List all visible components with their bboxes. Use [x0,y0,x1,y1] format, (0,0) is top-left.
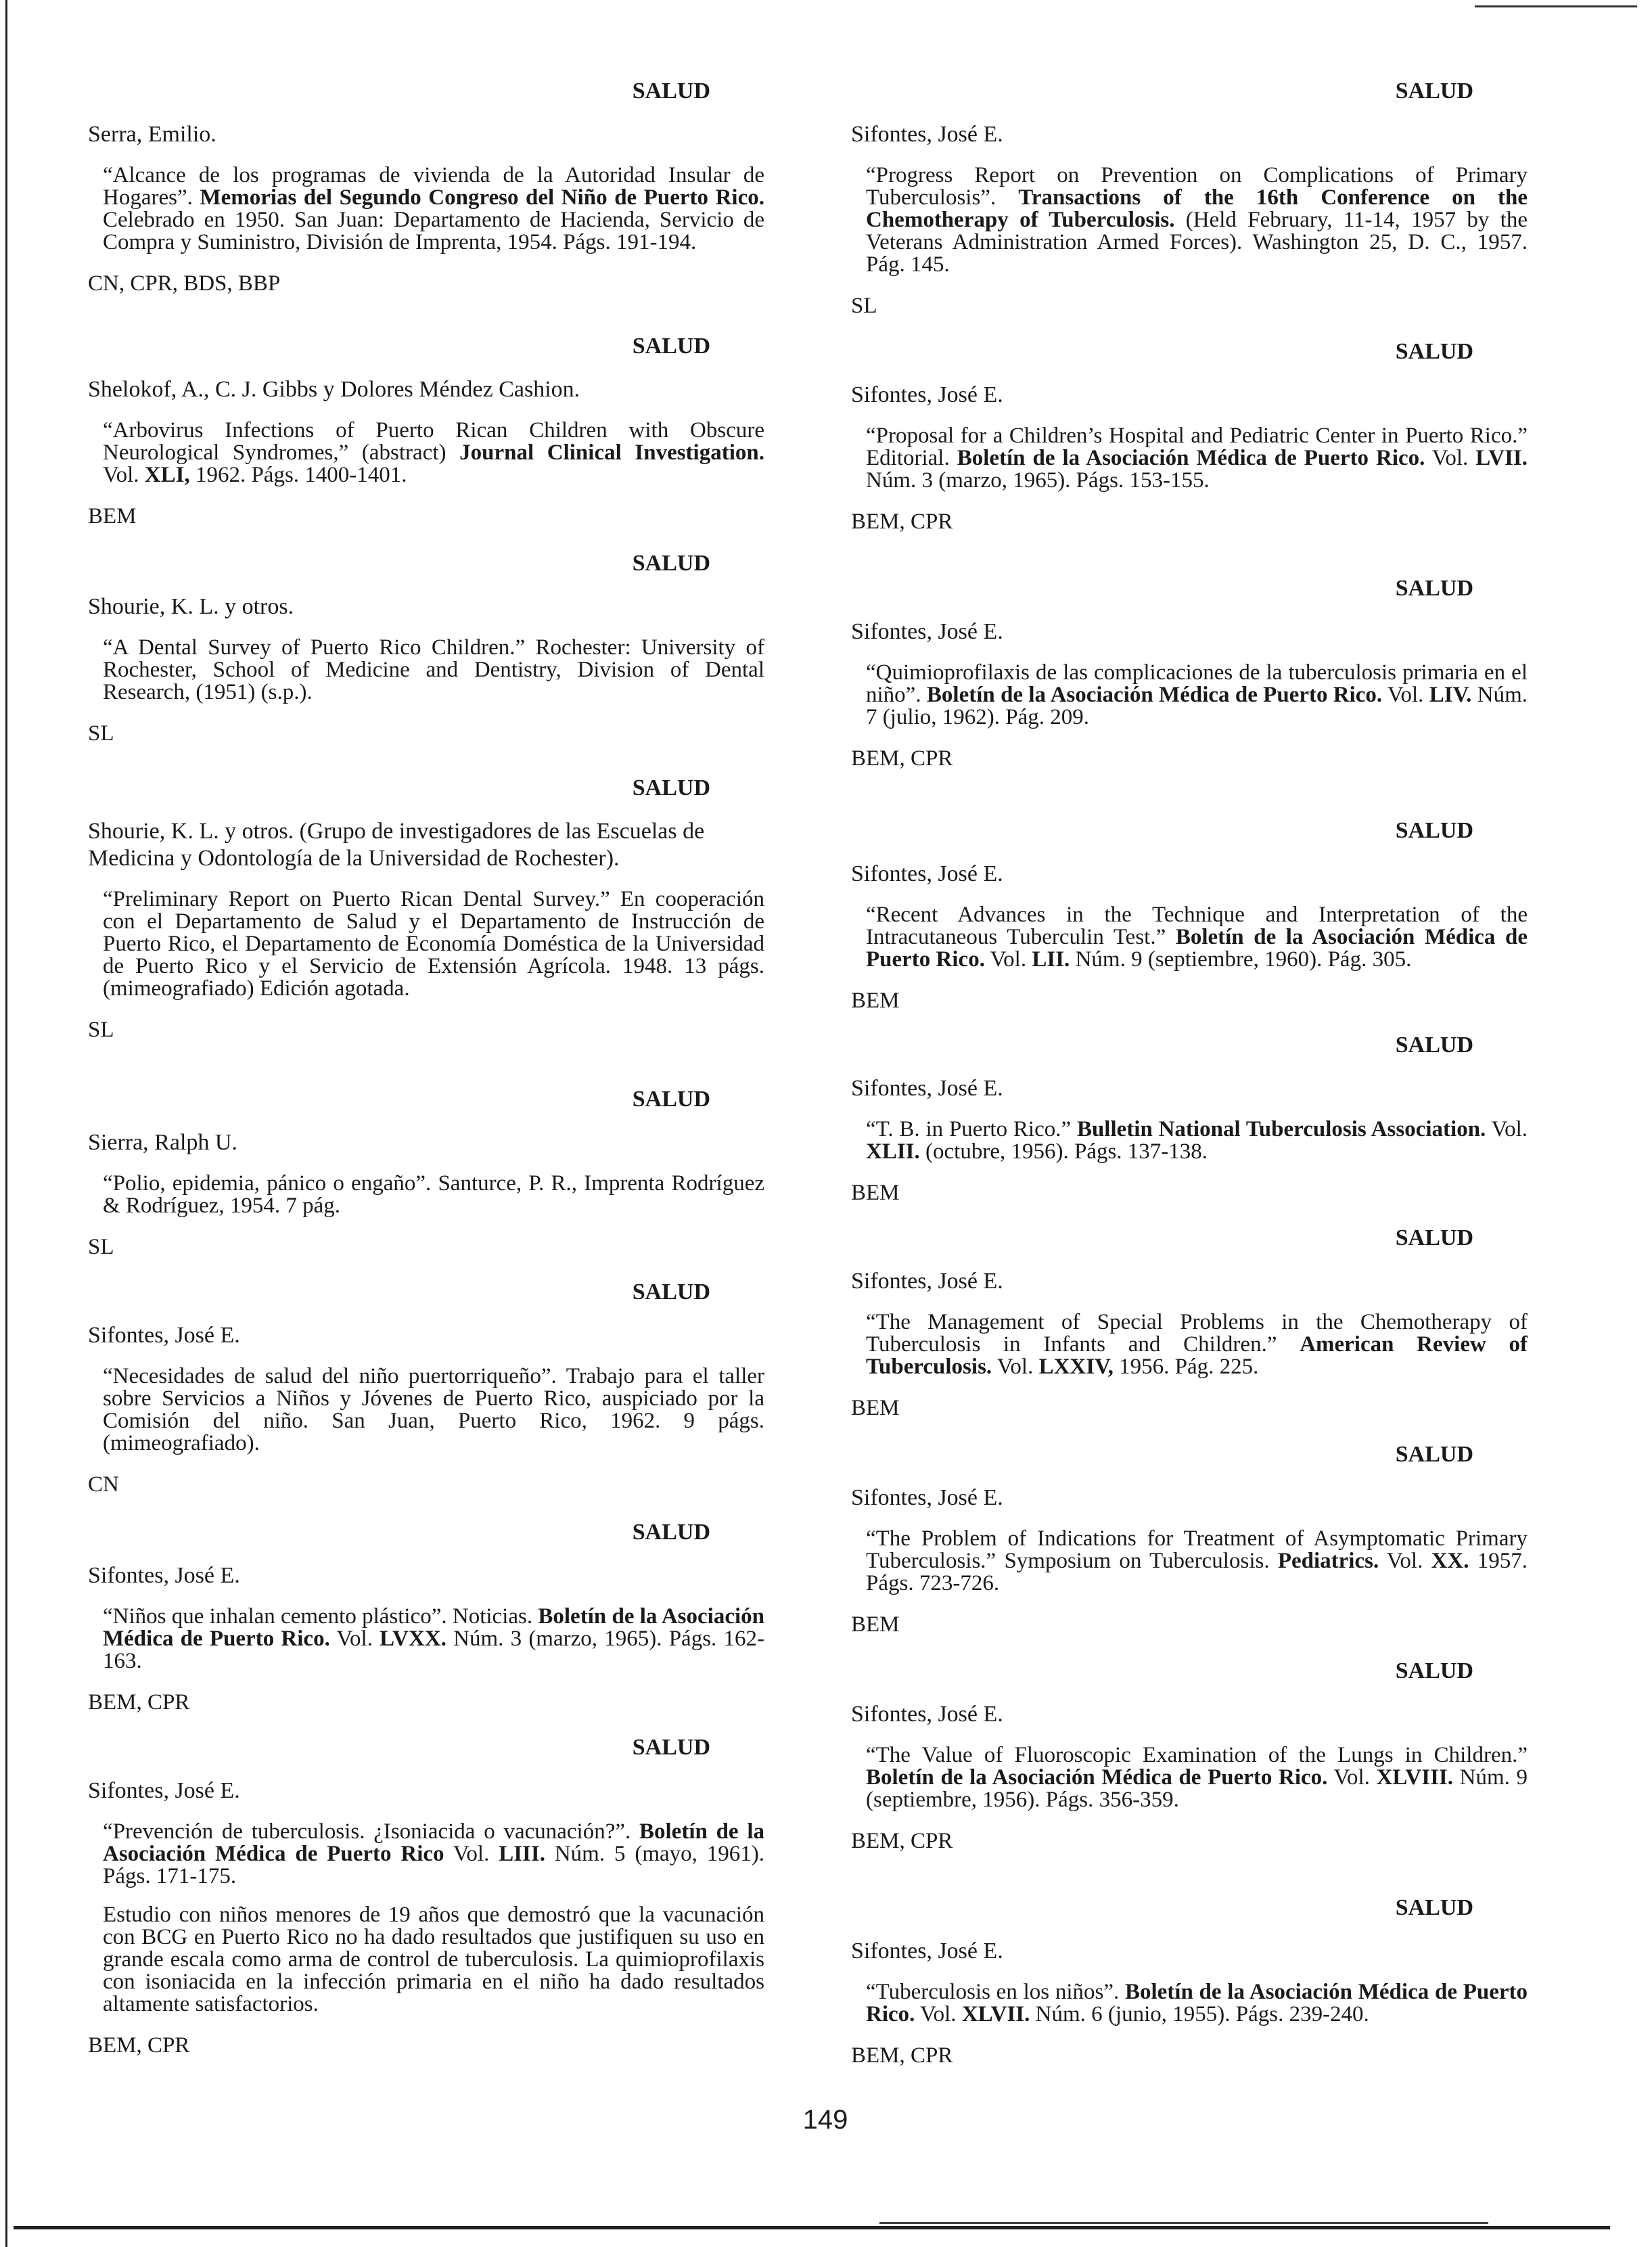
citation-bold-part: Memorias del Segundo Congreso del Niño de Puerto Rico. [200,185,764,210]
library-location-codes: SL [88,1235,114,1259]
entry-citation [851,662,1528,729]
citation-bold-part: XLVIII. [1376,1765,1453,1790]
library-location-codes: SL [851,294,877,318]
bibliography-entry [851,817,1528,1014]
citation-part: Núm. 3 (marzo, 1965). Págs. 153-155. [866,468,1210,493]
citation-bold-part: Boletín de la Asociación Médica de Puerto Rico. [866,925,1528,972]
library-location-codes: BEM, CPR [851,2043,953,2068]
citation-bold-part: Boletín de la Asociación Médica de Puerto Rico. [866,1980,1528,2026]
subject-heading: SALUD [632,775,710,800]
page-number: 149 [802,2105,848,2135]
subject-heading: SALUD [632,334,710,359]
entry-author: Shourie, K. L. y otros. (Grupo de investigadores de las Escuelas de Medicina y Odontología de la Universidad de Rochester). [88,819,705,871]
citation-part: Núm. 7 (julio, 1962). Pág. 209. [866,683,1528,729]
citation-part: “Polio, epidemia, pánico o engaño”. Santurce, P. R., Imprenta Rodríguez & Rodríguez, 1954. 7 pág. [103,1171,764,1218]
citation-bold-part: Boletín de la Asociación Médica de Puerto Rico [103,1819,764,1866]
citation-bold-part: Journal Clinical Investigation. [459,440,764,465]
citation-part: “Preliminary Report on Puerto Rican Dental Survey.” En cooperación con el Departamento de Salud y el Departamento de Instrucción de Puerto Rico, el Departamento de Economía Doméstica de la Universidad de Puerto Rico y el Servicio de Extensión Agrícola. 1948. 13 págs. (mimeografiado) Edición agotada. [103,887,764,1001]
bibliography-entry [851,575,1528,772]
citation-part: Núm. 9 (septiembre, 1956). Págs. 356-359. [866,1765,1528,1812]
subject-heading: SALUD [632,1520,710,1545]
entry-citation [88,637,764,704]
entry-citation [851,1981,1528,2026]
citation-bold-part: XLII. [866,1139,920,1164]
citation-part: Vol. [1379,1549,1431,1573]
citation-part: “Tuberculosis en los niños”. [866,1980,1125,2004]
subject-heading: SALUD [1395,1895,1473,1920]
citation-part: “Alcance de los programas de vivienda de la Autoridad Insular de Hogares”. [103,163,764,210]
citation-part: Vol. [1486,1117,1528,1141]
citation-part: Núm. 5 (mayo, 1961). Págs. 171-175. [103,1842,765,1888]
citation-bold-part: Boletín de la Asociación Médica de Puerto Rico. [103,1604,764,1651]
page-frame-bottom-edge [14,2226,1610,2229]
citation-part: “Recent Advances in the Technique and Interpretation of the Intracutaneous Tuberculin Test.” [866,903,1528,949]
bibliography-entry [851,78,1528,319]
entry-author: Sifontes, José E. [851,861,1003,886]
bibliography-entry [851,1032,1528,1206]
citation-part: “Necesidades de salud del niño puertorriqueño”. Trabajo para el taller sobre Servicios a Niños y Jóvenes de Puerto Rico, auspiciado por la Comisión del niño. San Juan, Puerto Rico, 1962. 9 págs. (mimeografiado). [103,1364,764,1455]
subject-heading: SALUD [1395,1032,1473,1058]
entry-author: Sifontes, José E. [88,1778,240,1803]
citation-part: Núm. 9 (septiembre, 1960). Pág. 305. [1070,947,1412,972]
citation-bold-part: XLVII. [961,2002,1030,2026]
entry-citation [88,1173,764,1217]
citation-bold-part: LIII. [499,1842,545,1866]
bibliography-entry [88,775,764,1043]
library-location-codes: BEM, CPR [851,746,953,771]
library-location-codes: BEM, CPR [851,509,953,534]
bibliography-entry [88,1734,764,2059]
citation-part: “Proposal for a Children’s Hospital and Pediatric Center in Puerto Rico.” Editorial. [866,424,1528,470]
subject-heading: SALUD [1395,1658,1473,1683]
citation-part: 1957. Págs. 723-726. [866,1549,1528,1595]
citation-bold-part: Boletín de la Asociación Médica de Puerto Rico. [957,446,1425,470]
bibliography-entry [88,78,764,297]
bibliography-entry [88,1279,764,1498]
citation-part: “Quimioprofilaxis de las complicaciones de la tuberculosis primaria en el niño”. [866,660,1528,707]
citation-bold-part: LXXIV, [1038,1355,1114,1379]
citation-bold-part: LII. [1032,947,1070,972]
bibliography-entry [88,1086,764,1261]
citation-part: “The Management of Special Problems in the Chemotherapy of Tuberculosis in Infants and Children.” [866,1310,1528,1357]
citation-bold-part: LVXX. [380,1627,446,1651]
entry-citation [88,1606,764,1673]
entry-citation [88,888,764,1000]
bibliography-entry [851,1225,1528,1422]
subject-heading: SALUD [632,551,710,576]
citation-bold-part: LVII. [1475,446,1528,470]
subject-heading: SALUD [632,1735,710,1760]
subject-heading: SALUD [1395,1442,1473,1467]
citation-bold-part: Transactions of the 16th Conference on the Chemotherapy of Tuberculosis. [866,185,1528,232]
entry-citation [88,419,764,486]
entry-author: Shelokof, A., C. J. Gibbs y Dolores Méndez Cashion. [88,377,580,402]
citation-bold-part: LIV. [1429,683,1472,707]
library-location-codes: BEM [851,1396,900,1420]
citation-part: “A Dental Survey of Puerto Rico Children.” Rochester: University of Rochester, School of Medicine and Dentistry, Division of Dental Research, (1951) (s.p.). [103,635,764,704]
library-location-codes: BEM [851,1612,900,1637]
entry-citation [851,904,1528,971]
entry-author: Sifontes, José E. [851,122,1003,147]
citation-part: 1962. Págs. 1400-1401. [189,463,407,487]
entry-citation [851,1744,1528,1811]
citation-bold-part: XX. [1431,1549,1469,1573]
bibliography-entry [851,1894,1528,2069]
entry-citation [851,164,1528,276]
citation-part: Vol. [1327,1765,1377,1790]
citation-part: Vol. [992,1355,1039,1379]
subject-heading: SALUD [1395,576,1473,601]
citation-part: “Prevención de tuberculosis. ¿Isoniacida o vacunación?”. [103,1819,639,1844]
bibliography-entry [851,1658,1528,1855]
library-location-codes: SL [88,721,114,746]
library-location-codes: BEM [851,989,900,1013]
subject-heading: SALUD [632,78,710,104]
bibliography-entry [851,338,1528,535]
citation-bold-part: Boletín de la Asociación Médica de Puerto Rico. [926,683,1383,707]
entry-author: Sifontes, José E. [851,1076,1003,1101]
entry-author: Shourie, K. L. y otros. [88,594,294,619]
entry-author: Sifontes, José E. [851,382,1003,407]
library-location-codes: CN [88,1472,119,1497]
entry-author: Sifontes, José E. [851,1702,1003,1727]
library-location-codes: BEM [851,1181,900,1205]
citation-part: Vol. [329,1627,380,1651]
bibliography-entry [88,1519,764,1716]
subject-heading: SALUD [632,1087,710,1112]
citation-bold-part: Boletín de la Asociación Médica de Puerto Rico. [866,1765,1328,1790]
entry-author: Sifontes, José E. [88,1323,240,1348]
page-frame-left-edge [5,0,7,2247]
subject-heading: SALUD [1395,1225,1473,1250]
entry-citation [88,1365,764,1455]
citation-part: Vol. [984,947,1032,972]
subject-heading: SALUD [632,1279,710,1304]
citation-part: “Niños que inhalan cemento plástico”. Noticias. [103,1604,538,1629]
entry-author: Sifontes, José E. [851,1269,1003,1294]
entry-citation [851,1311,1528,1378]
subject-heading: SALUD [1395,78,1473,104]
citation-bold-part: Bulletin National Tuberculosis Association. [1076,1117,1486,1141]
citation-bold-part: XLI, [144,463,190,487]
entry-author: Serra, Emilio. [88,122,216,147]
citation-part: Vol. [1425,446,1476,470]
library-location-codes: SL [88,1018,114,1042]
citation-bold-part: Pediatrics. [1277,1549,1379,1573]
library-location-codes: BEM, CPR [88,1690,190,1715]
subject-heading: SALUD [1395,339,1473,364]
subject-heading: SALUD [1395,818,1473,843]
citation-part: “Arbovirus Infections of Puerto Rican Children with Obscure Neurological Syndromes,” (abstract) [103,418,764,465]
entry-citation [851,1528,1528,1595]
entry-citation [88,1821,764,1888]
page-frame-bottom-mark [879,2222,1488,2224]
citation-part: “The Problem of Indications for Treatment of Asymptomatic Primary Tuberculosis.” Symposium on Tuberculosis. [866,1526,1528,1573]
entry-author: Sifontes, José E. [851,1485,1003,1510]
citation-part: “Progress Report on Prevention on Complications of Primary Tuberculosis”. [866,163,1528,210]
citation-part: “T. B. in Puerto Rico.” [866,1117,1077,1141]
citation-part: (octubre, 1956). Págs. 137-138. [919,1139,1208,1164]
citation-part: Vol. [1382,683,1429,707]
citation-part: Núm. 3 (marzo, 1965). Págs. 162-163. [103,1627,764,1673]
library-location-codes: CN, CPR, BDS, BBP [88,271,281,296]
citation-part: Vol. [103,463,145,487]
entry-citation [851,1118,1528,1163]
citation-part: Núm. 6 (junio, 1955). Págs. 239-240. [1030,2002,1369,2026]
page-frame-top-mark [1475,5,1637,7]
citation-part: 1956. Pág. 225. [1113,1355,1259,1379]
entry-author: Sierra, Ralph U. [88,1130,237,1155]
citation-part: (Held February, 11-14, 1957 by the Veterans Administration Armed Forces). Washington 25, D. C., 1957. Pág. 145. [866,208,1528,277]
citation-part: Vol. [444,1842,499,1866]
library-location-codes: BEM, CPR [851,1829,953,1853]
entry-citation [88,164,764,254]
entry-author: Sifontes, José E. [88,1563,240,1588]
citation-bold-part: American Review of Tuberculosis. [866,1332,1528,1379]
citation-part: Vol. [915,2002,962,2026]
citation-part: Celebrado en 1950. San Juan: Departamento de Hacienda, Servicio de Compra y Suministro, División de Imprenta, 1954. Págs. 191-194. [103,208,764,254]
citation-part: “The Value of Fluoroscopic Examination of the Lungs in Children.” [866,1743,1528,1767]
bibliography-entry [851,1441,1528,1638]
library-location-codes: BEM, CPR [88,2033,190,2058]
entry-annotation: Estudio con niños menores de 19 años que demostró que la vacunación con BCG en Puerto Rico no ha dado resultados que justifiquen su uso en grande escala como arma de control de tuberculosis. La quimioprofilaxis con isoniacida en la infección primaria en el niño ha dado resultados altamente satisfactorios. [103,1903,764,2016]
entry-citation [851,425,1528,492]
bibliography-entry [88,550,764,747]
library-location-codes: BEM [88,504,137,528]
entry-author: Sifontes, José E. [851,619,1003,644]
entry-author: Sifontes, José E. [851,1938,1003,1964]
bibliography-entry [88,333,764,530]
